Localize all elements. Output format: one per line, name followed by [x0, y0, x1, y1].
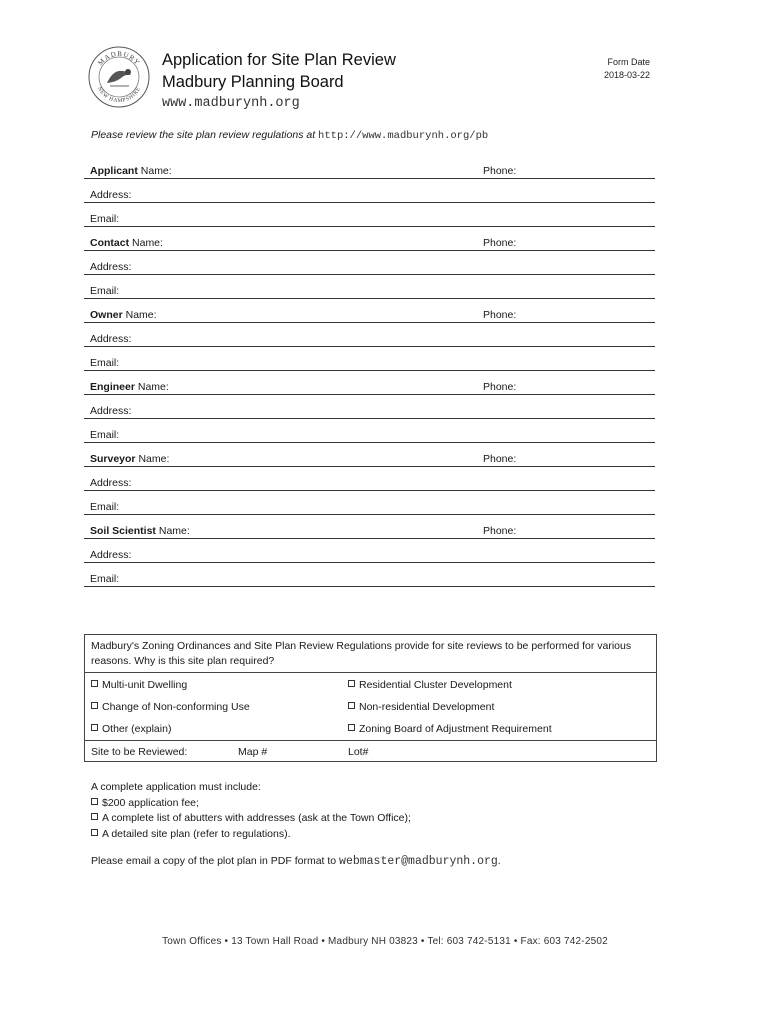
footer-contact-info: Town Offices • 13 Town Hall Road • Madbury NH 03823 • Tel: 603 742-5131 • Fax: 603 742-2502 — [162, 936, 608, 947]
phone-label: Phone: — [483, 453, 517, 465]
option-label: Zoning Board of Adjustment Requirement — [359, 723, 552, 735]
name-label: Name: — [138, 453, 170, 465]
address-label: Address: — [90, 549, 132, 561]
role-label: Contact — [90, 237, 130, 249]
regulations-url[interactable]: http://www.madburynh.org/pb — [318, 130, 489, 142]
email-row[interactable] — [84, 563, 655, 587]
address-label: Address: — [90, 333, 132, 345]
email-row[interactable] — [84, 203, 655, 227]
phone-label: Phone: — [483, 309, 517, 321]
name-row[interactable] — [84, 227, 655, 251]
checkbox-icon[interactable] — [91, 702, 98, 709]
zoning-reason-box — [84, 634, 657, 762]
checkbox-icon[interactable] — [91, 680, 98, 687]
address-row[interactable] — [84, 179, 655, 203]
svg-text:MADBURY: MADBURY — [96, 49, 142, 68]
town-seal-logo — [88, 46, 150, 108]
option-other[interactable] — [91, 723, 171, 735]
email-label: Email: — [90, 213, 120, 225]
option-label: Non-residential Development — [359, 701, 495, 713]
phone-label: Phone: — [483, 237, 517, 249]
email-label: Email: — [90, 285, 120, 297]
email-row[interactable] — [84, 275, 655, 299]
board-name: Madbury Planning Board — [162, 73, 344, 91]
form-title: Application for Site Plan Review — [162, 51, 396, 69]
email-row[interactable] — [84, 491, 655, 515]
checkbox-icon[interactable] — [348, 702, 355, 709]
role-label: Soil Scientist — [90, 525, 156, 537]
option-residential-cluster[interactable] — [348, 679, 512, 691]
phone-label: Phone: — [483, 165, 517, 177]
name-row[interactable] — [84, 299, 655, 323]
requirement-label: $200 application fee; — [102, 796, 199, 809]
webmaster-email-link[interactable]: webmaster@madburynh.org — [339, 855, 498, 868]
name-row[interactable] — [84, 158, 655, 179]
name-label: Name: — [132, 237, 163, 249]
option-zba[interactable] — [348, 723, 552, 735]
address-row[interactable] — [84, 395, 655, 419]
phone-label: Phone: — [483, 525, 517, 537]
review-note — [91, 129, 488, 142]
requirement-site-plan — [91, 827, 411, 843]
email-row[interactable] — [84, 419, 655, 443]
name-row[interactable] — [84, 371, 655, 395]
address-label: Address: — [90, 189, 132, 201]
map-number-label[interactable]: Map # — [238, 746, 268, 758]
checkbox-icon[interactable] — [348, 680, 355, 687]
role-label: Surveyor — [90, 453, 136, 465]
option-label: Residential Cluster Development — [359, 679, 512, 691]
role-label: Engineer — [90, 381, 135, 393]
address-row[interactable] — [84, 251, 655, 275]
requirements-list — [91, 780, 411, 842]
checkbox-icon[interactable] — [91, 724, 98, 731]
email-label: Email: — [90, 357, 120, 369]
address-row[interactable] — [84, 539, 655, 563]
email-note-text: Please email a copy of the plot plan in PDF format to — [91, 855, 340, 867]
checkbox-icon[interactable] — [91, 798, 98, 805]
role-label: Owner — [90, 309, 123, 321]
lot-number-label[interactable]: Lot# — [348, 746, 369, 758]
requirements-heading: A complete application must include: — [91, 781, 261, 793]
divider — [85, 672, 656, 673]
checkbox-icon[interactable] — [91, 813, 98, 820]
email-note — [91, 855, 501, 868]
requirement-label: A detailed site plan (refer to regulations). — [102, 827, 291, 840]
option-label: Multi-unit Dwelling — [102, 679, 188, 691]
zoning-intro: Madbury's Zoning Ordinances and Site Plan Review Regulations provide for site reviews to be performed for various reasons. Why is this site plan required? — [91, 640, 632, 667]
site-reviewed-label[interactable]: Site to be Reviewed: — [91, 746, 188, 758]
address-row[interactable] — [84, 323, 655, 347]
address-label: Address: — [90, 261, 132, 273]
address-label: Address: — [90, 405, 132, 417]
option-label: Change of Non-conforming Use — [102, 701, 250, 713]
email-label: Email: — [90, 501, 120, 513]
role-label: Applicant — [90, 165, 138, 177]
name-row[interactable] — [84, 515, 655, 539]
phone-label: Phone: — [483, 381, 517, 393]
contacts-section — [84, 158, 655, 587]
name-label: Name: — [125, 309, 157, 321]
name-label: Name: — [140, 165, 172, 177]
form-date — [604, 56, 650, 82]
option-multi-unit[interactable] — [91, 679, 187, 691]
form-date-label: Form Date — [607, 57, 650, 67]
title-block — [162, 49, 396, 114]
website-url[interactable]: www.madburynh.org — [162, 96, 300, 111]
email-note-suffix: . — [497, 855, 501, 867]
divider — [85, 740, 656, 741]
address-row[interactable] — [84, 467, 655, 491]
option-non-conforming[interactable] — [91, 701, 250, 713]
review-note-text: Please review the site plan review regulations at — [91, 129, 319, 141]
checkbox-icon[interactable] — [348, 724, 355, 731]
name-label: Name: — [158, 525, 190, 537]
svg-text:NEW HAMPSHIRE: NEW HAMPSHIRE — [95, 86, 143, 105]
email-label: Email: — [90, 429, 120, 441]
email-row[interactable] — [84, 347, 655, 371]
checkbox-icon[interactable] — [91, 829, 98, 836]
option-non-residential[interactable] — [348, 701, 494, 713]
name-label: Name: — [137, 381, 169, 393]
option-label: Other (explain) — [102, 723, 172, 735]
name-row[interactable] — [84, 443, 655, 467]
address-label: Address: — [90, 477, 132, 489]
requirement-label: A complete list of abutters with addresses (ask at the Town Office); — [102, 812, 411, 824]
form-date-value: 2018-03-22 — [603, 70, 650, 80]
requirement-abutters — [91, 811, 411, 827]
email-label: Email: — [90, 573, 120, 585]
requirement-fee — [91, 796, 411, 812]
